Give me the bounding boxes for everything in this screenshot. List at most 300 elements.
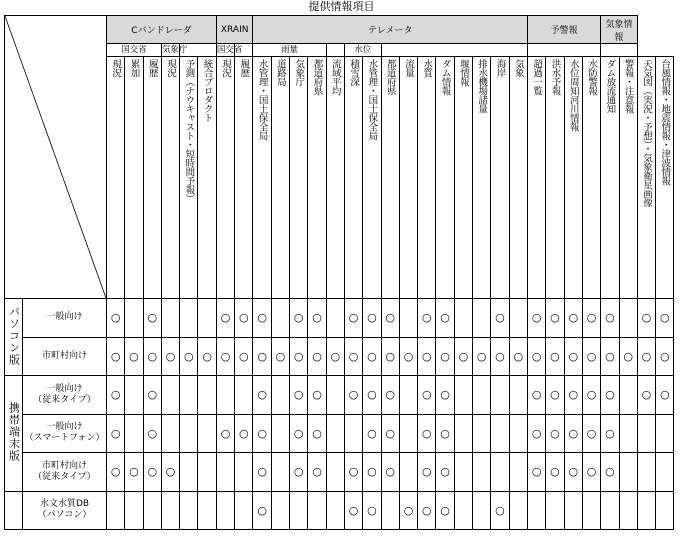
circle-mark: ○: [257, 349, 267, 363]
circle-mark: ○: [293, 388, 304, 402]
circle-mark: ○: [257, 503, 267, 517]
mark-cell: [637, 414, 655, 453]
mark-cell: [546, 376, 564, 415]
mark-cell: [290, 453, 308, 492]
row-label: [23, 337, 107, 376]
circle-mark: ○: [495, 311, 505, 325]
circle-mark: ○: [184, 349, 194, 363]
column-header: [216, 57, 234, 299]
mark-cell: [399, 414, 417, 453]
subgroup-header: [216, 44, 243, 57]
group-header: [253, 16, 528, 44]
column-header-label: 積雪深: [348, 59, 360, 86]
column-header: [363, 57, 381, 299]
mark-cell: [637, 453, 655, 492]
mark-cell: [198, 453, 216, 492]
mark-cell: [143, 299, 161, 338]
circle-mark: ○: [641, 388, 652, 402]
column-header: [107, 57, 125, 299]
row-label-text: 一般向け （スマートフォン）: [24, 422, 105, 444]
column-header: [619, 57, 637, 299]
header-corner: [5, 16, 107, 299]
mark-cell: [582, 299, 600, 338]
mark-cell: [344, 337, 362, 376]
column-header-label: 水管理・国土保全局: [256, 59, 268, 140]
circle-mark: ○: [165, 465, 176, 479]
mark-cell: [528, 376, 546, 415]
circle-mark: ○: [257, 311, 267, 325]
column-header-label: 統合プロダクト: [201, 59, 213, 122]
column-header-label: 流量: [402, 59, 414, 77]
circle-mark: ○: [367, 311, 377, 325]
circle-mark: ○: [403, 349, 414, 363]
circle-mark: ○: [348, 388, 359, 402]
subgroup-header-label: 気象庁: [161, 44, 188, 55]
circle-mark: ○: [367, 465, 377, 479]
mark-cell: [656, 414, 674, 453]
subgroup-header: [344, 44, 381, 57]
column-header: [180, 57, 198, 299]
column-header: [290, 57, 308, 299]
mark-cell: [308, 453, 326, 492]
circle-mark: ○: [605, 388, 615, 402]
mark-cell: [473, 376, 491, 415]
mark-cell: [253, 299, 271, 338]
row-label-text: 一般向け （従来タイプ）: [33, 383, 96, 405]
column-header-label: 履歴: [238, 59, 250, 77]
column-header-label: 累加: [128, 59, 140, 77]
mark-cell: [564, 414, 582, 453]
mark-cell: [491, 491, 509, 530]
mark-cell: [216, 453, 234, 492]
circle-mark: ○: [623, 349, 633, 363]
mark-cell: [564, 491, 582, 530]
mark-cell: [326, 453, 344, 492]
mark-cell: [418, 491, 436, 530]
column-header: [491, 57, 509, 299]
circle-mark: ○: [385, 465, 395, 479]
mark-cell: [344, 453, 362, 492]
mark-cell: [528, 299, 546, 338]
column-header: [454, 57, 472, 299]
column-header: [656, 57, 674, 299]
mark-cell: [509, 299, 527, 338]
circle-mark: ○: [550, 388, 560, 402]
mark-cell: [582, 414, 600, 453]
column-header: [253, 57, 271, 299]
column-header: [436, 57, 454, 299]
mark-cell: [601, 453, 619, 492]
mark-cell: [601, 299, 619, 338]
mark-cell: [528, 337, 546, 376]
mark-cell: [180, 491, 198, 530]
column-header: [546, 57, 564, 299]
mark-cell: [290, 337, 308, 376]
mark-cell: [326, 414, 344, 453]
mark-cell: [125, 491, 143, 530]
mark-cell: [253, 337, 271, 376]
mark-cell: [418, 414, 436, 453]
mark-cell: [656, 376, 674, 415]
mark-cell: [546, 414, 564, 453]
column-header: [271, 57, 289, 299]
mark-cell: [143, 491, 161, 530]
mark-cell: [143, 337, 161, 376]
circle-mark: ○: [440, 503, 450, 517]
mark-cell: [454, 299, 472, 338]
column-header-label: 現況: [165, 59, 177, 77]
column-header: [198, 57, 216, 299]
circle-mark: ○: [147, 311, 158, 325]
group-header: [107, 16, 217, 44]
mark-cell: [143, 414, 161, 453]
circle-mark: ○: [110, 349, 121, 363]
mark-cell: [235, 414, 253, 453]
mark-cell: [235, 299, 253, 338]
mark-cell: [509, 453, 527, 492]
column-header: [582, 57, 600, 299]
row-label: [23, 491, 107, 530]
circle-mark: ○: [495, 349, 505, 363]
circle-mark: ○: [293, 349, 304, 363]
mark-cell: [491, 299, 509, 338]
circle-mark: ○: [568, 349, 579, 363]
column-header: [509, 57, 527, 299]
subgroup-header-label: 国交省: [216, 44, 243, 55]
row-category-label: パソコン版: [7, 305, 21, 366]
mark-cell: [107, 337, 125, 376]
circle-mark: ○: [550, 349, 560, 363]
mark-cell: [326, 491, 344, 530]
mark-cell: [564, 453, 582, 492]
mark-cell: [216, 414, 234, 453]
mark-cell: [601, 414, 619, 453]
column-header: [326, 57, 344, 299]
mark-cell: [216, 337, 234, 376]
mark-cell: [308, 414, 326, 453]
circle-mark: ○: [586, 311, 597, 325]
circle-mark: ○: [385, 426, 395, 440]
circle-mark: ○: [220, 349, 231, 363]
column-header-label: 現況: [220, 59, 231, 77]
circle-mark: ○: [568, 311, 579, 325]
column-header: [564, 57, 582, 299]
circle-mark: ○: [586, 426, 597, 440]
column-header-label: 気象: [512, 59, 524, 77]
mark-cell: [253, 414, 271, 453]
column-header: [344, 57, 362, 299]
column-header-label: 予測（ナウキャスト・短時間予報）: [183, 59, 195, 203]
column-header-label: 履歴: [146, 59, 158, 77]
mark-cell: [161, 414, 179, 453]
circle-mark: ○: [257, 465, 267, 479]
row-label-text: 一般向け: [46, 312, 83, 323]
circle-mark: ○: [348, 465, 359, 479]
mark-cell: [399, 491, 417, 530]
circle-mark: ○: [531, 426, 542, 440]
circle-mark: ○: [513, 349, 524, 363]
mark-cell: [143, 453, 161, 492]
mark-cell: [180, 299, 198, 338]
row-label-text: 市町村向け （従来タイプ）: [33, 460, 96, 482]
column-header-label: 水防警報: [586, 59, 598, 95]
mark-cell: [180, 414, 198, 453]
mark-cell: [363, 414, 381, 453]
circle-mark: ○: [312, 388, 322, 402]
mark-cell: [509, 337, 527, 376]
mark-cell: [546, 453, 564, 492]
mark-cell: [344, 491, 362, 530]
mark-cell: [161, 453, 179, 492]
subgroup-header: [601, 44, 638, 57]
mark-cell: [125, 453, 143, 492]
mark-cell: [271, 376, 289, 415]
circle-mark: ○: [641, 311, 652, 325]
mark-cell: [271, 453, 289, 492]
column-header: [528, 57, 546, 299]
circle-mark: ○: [550, 426, 560, 440]
mark-cell: [381, 376, 399, 415]
mark-cell: [344, 414, 362, 453]
table-row: [5, 376, 674, 415]
mark-cell: [509, 414, 527, 453]
mark-cell: [308, 376, 326, 415]
circle-mark: ○: [293, 311, 304, 325]
mark-cell: [656, 337, 674, 376]
circle-mark: ○: [348, 349, 359, 363]
circle-mark: ○: [568, 388, 579, 402]
column-header-label: 都道府県: [311, 59, 323, 95]
mark-cell: [436, 376, 454, 415]
mark-cell: [107, 414, 125, 453]
group-header-label: 予警報: [550, 26, 578, 36]
group-header-label: 気象情報: [605, 19, 633, 43]
mark-cell: [235, 453, 253, 492]
circle-mark: ○: [568, 465, 579, 479]
circle-mark: ○: [385, 388, 395, 402]
circle-mark: ○: [202, 349, 212, 363]
column-header-label: 水管理・国土保全局: [366, 59, 378, 140]
row-label: [23, 376, 107, 415]
column-header-label: ダム情報: [439, 59, 451, 95]
mark-cell: [454, 453, 472, 492]
column-header-label: 流域平均: [329, 59, 341, 95]
circle-mark: ○: [110, 388, 121, 402]
mark-cell: [180, 453, 198, 492]
circle-mark: ○: [659, 388, 670, 402]
circle-mark: ○: [605, 426, 615, 440]
circle-mark: ○: [257, 426, 267, 440]
mark-cell: [161, 376, 179, 415]
subgroup-header-label: 国交省: [121, 44, 147, 55]
row-label: [23, 453, 107, 492]
mark-cell: [491, 337, 509, 376]
mark-cell: [473, 491, 491, 530]
column-header-label: 堰情報: [457, 59, 469, 86]
column-header-label: 洪水予報: [549, 59, 561, 95]
mark-cell: [564, 299, 582, 338]
mark-cell: [216, 491, 234, 530]
circle-mark: ○: [605, 349, 615, 363]
mark-cell: [235, 376, 253, 415]
row-category-label: 携帯端末版: [7, 401, 21, 462]
mark-cell: [399, 337, 417, 376]
row-category: [5, 376, 23, 492]
mark-cell: [491, 376, 509, 415]
circle-mark: ○: [605, 311, 615, 325]
info-items-table: [4, 15, 674, 530]
circle-mark: ○: [293, 426, 304, 440]
mark-cell: [601, 376, 619, 415]
column-header: [235, 57, 253, 299]
circle-mark: ○: [586, 388, 597, 402]
column-header: [161, 57, 179, 299]
circle-mark: ○: [385, 311, 395, 325]
circle-mark: ○: [421, 388, 432, 402]
column-header-label: 排水機場諸量: [476, 59, 488, 113]
row-label: [23, 299, 107, 338]
column-header: [637, 57, 655, 299]
circle-mark: ○: [147, 426, 158, 440]
column-header-label: ダム放流通知: [604, 59, 616, 113]
mark-cell: [253, 376, 271, 415]
group-header: [216, 16, 253, 44]
mark-cell: [198, 299, 216, 338]
mark-cell: [528, 414, 546, 453]
mark-cell: [344, 376, 362, 415]
mark-cell: [363, 491, 381, 530]
circle-mark: ○: [531, 465, 542, 479]
circle-mark: ○: [641, 349, 652, 363]
mark-cell: [125, 414, 143, 453]
mark-cell: [399, 299, 417, 338]
circle-mark: ○: [312, 465, 322, 479]
table-row: [5, 299, 674, 338]
mark-cell: [418, 453, 436, 492]
mark-cell: [161, 491, 179, 530]
mark-cell: [326, 299, 344, 338]
mark-cell: [546, 337, 564, 376]
mark-cell: [290, 299, 308, 338]
column-header: [601, 57, 619, 299]
circle-mark: ○: [421, 465, 432, 479]
column-header-label: 警報・注意報: [622, 59, 634, 113]
group-header-label: テレメータ: [367, 26, 413, 36]
circle-mark: ○: [531, 349, 542, 363]
mark-cell: [363, 376, 381, 415]
mark-cell: [107, 491, 125, 530]
mark-cell: [436, 414, 454, 453]
row-category: [5, 299, 23, 376]
mark-cell: [198, 337, 216, 376]
mark-cell: [363, 453, 381, 492]
page-title: 提供情報項目: [308, 0, 375, 13]
circle-mark: ○: [220, 311, 231, 325]
circle-mark: ○: [403, 503, 414, 517]
table-row: [5, 453, 674, 492]
mark-cell: [216, 376, 234, 415]
corner-diagonal: [5, 16, 106, 298]
circle-mark: ○: [586, 349, 597, 363]
mark-cell: [454, 491, 472, 530]
mark-cell: [271, 414, 289, 453]
subgroup-header: [326, 44, 344, 57]
mark-cell: [656, 491, 674, 530]
mark-cell: [308, 491, 326, 530]
subgroup-header: [528, 44, 601, 57]
mark-cell: [454, 414, 472, 453]
column-header-label: 天気図（実況・予想）・気象衛星画像: [640, 59, 652, 208]
mark-cell: [546, 299, 564, 338]
mark-cell: [216, 299, 234, 338]
column-header-label: 道路局: [274, 59, 286, 86]
mark-cell: [290, 491, 308, 530]
circle-mark: ○: [659, 349, 670, 363]
column-header: [418, 57, 436, 299]
mark-cell: [418, 376, 436, 415]
circle-mark: ○: [586, 465, 597, 479]
column-header-label: 現況: [110, 59, 122, 77]
mark-cell: [198, 414, 216, 453]
subgroup-header-label: 雨量: [281, 44, 299, 55]
circle-mark: ○: [330, 349, 341, 363]
group-header-label: XRAIN: [220, 24, 249, 35]
mark-cell: [253, 491, 271, 530]
mark-cell: [161, 299, 179, 338]
circle-mark: ○: [129, 465, 139, 479]
mark-cell: [180, 376, 198, 415]
mark-cell: [637, 337, 655, 376]
subgroup-header: [253, 44, 326, 57]
mark-cell: [637, 491, 655, 530]
mark-cell: [344, 299, 362, 338]
mark-cell: [180, 337, 198, 376]
circle-mark: ○: [531, 388, 542, 402]
column-header-label: 水質: [421, 59, 433, 77]
table-row: [5, 491, 674, 530]
mark-cell: [656, 453, 674, 492]
mark-cell: [198, 491, 216, 530]
circle-mark: ○: [312, 426, 322, 440]
mark-cell: [418, 299, 436, 338]
mark-cell: [564, 376, 582, 415]
mark-cell: [107, 376, 125, 415]
circle-mark: ○: [220, 426, 231, 440]
mark-cell: [436, 453, 454, 492]
mark-cell: [381, 299, 399, 338]
mark-cell: [619, 299, 637, 338]
mark-cell: [235, 491, 253, 530]
column-header-label: 超過一覧: [531, 59, 543, 95]
column-header-label: 気象庁: [293, 59, 305, 86]
mark-cell: [564, 337, 582, 376]
mark-cell: [271, 491, 289, 530]
mark-cell: [161, 337, 179, 376]
group-header-label: Cバンドレーダ: [131, 26, 192, 36]
mark-cell: [473, 337, 491, 376]
column-header: [399, 57, 417, 299]
mark-cell: [125, 337, 143, 376]
mark-cell: [582, 491, 600, 530]
circle-mark: ○: [110, 465, 121, 479]
circle-mark: ○: [147, 465, 158, 479]
mark-cell: [107, 453, 125, 492]
mark-cell: [528, 491, 546, 530]
mark-cell: [326, 337, 344, 376]
mark-cell: [436, 491, 454, 530]
mark-cell: [381, 491, 399, 530]
mark-cell: [235, 337, 253, 376]
